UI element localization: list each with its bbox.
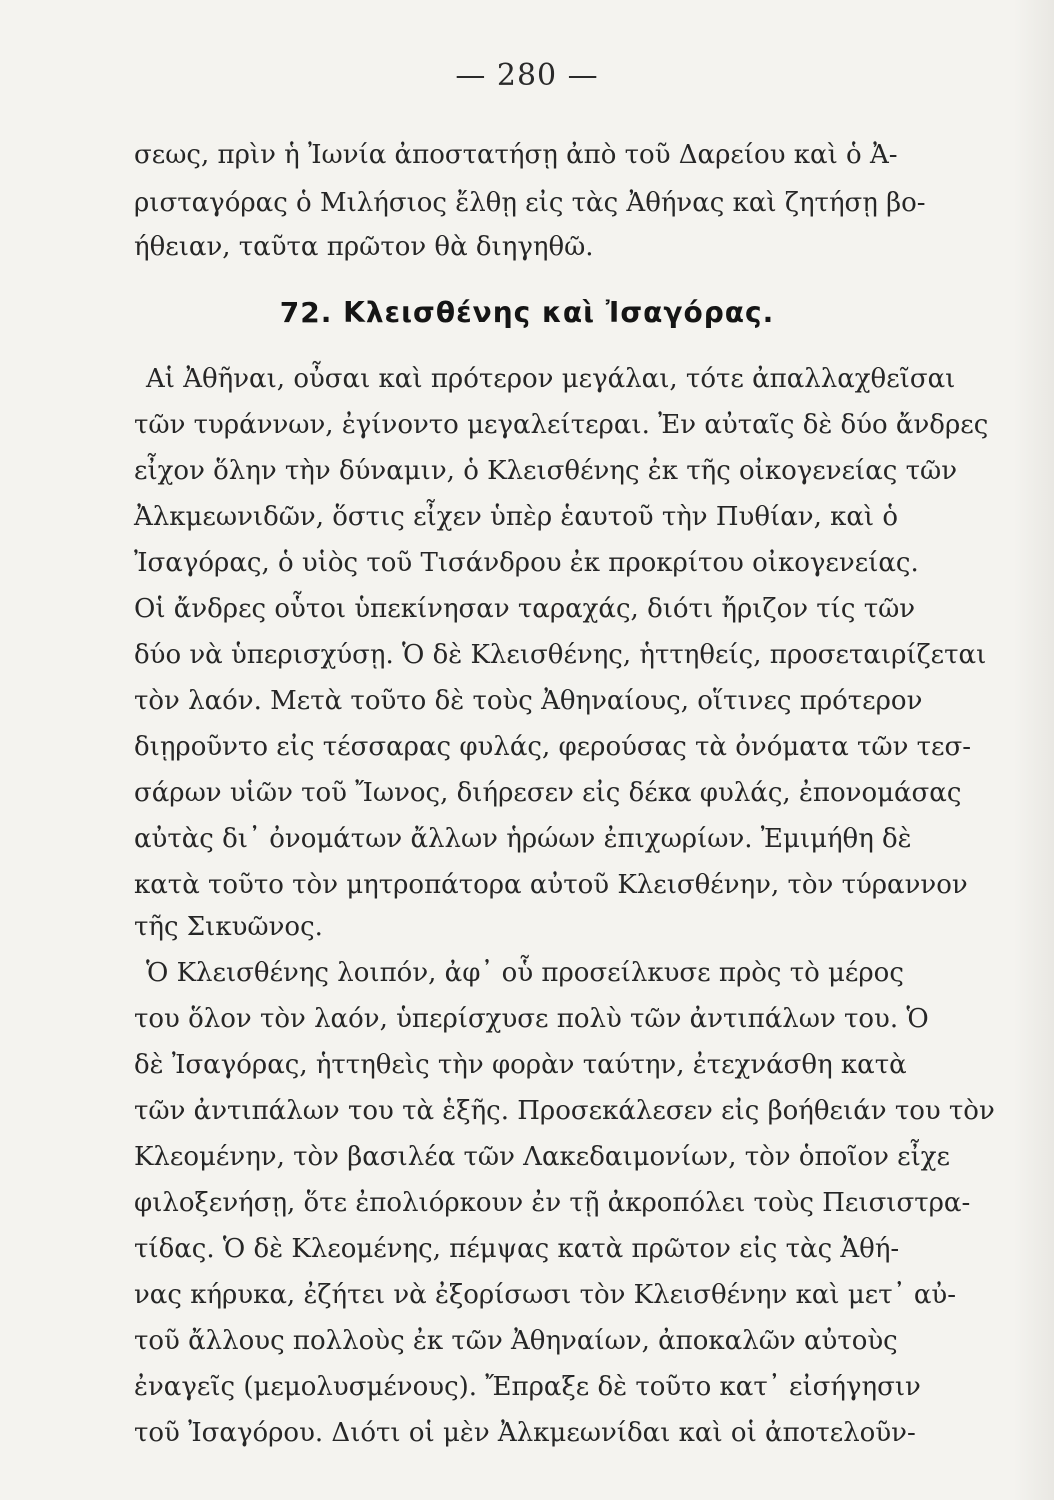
text-line-intro-2: ρισταγόρας ὁ Μιλήσιος ἔλθῃ εἰς τὰς Ἀθήνας καὶ ζητήσῃ βο- <box>134 188 926 218</box>
text-line: Οἱ ἄνδρες οὗτοι ὑπεκίνησαν ταραχάς, διότι ἤριζον τίς τῶν <box>134 594 916 624</box>
text-line: Ἀλκμεωνιδῶν, ὅστις εἶχεν ὑπὲρ ἑαυτοῦ τὴν Πυθίαν, καὶ ὁ <box>134 502 899 532</box>
text-line: διῃροῦντο εἰς τέσσαρας φυλάς, φερούσας τὰ ὀνόματα τῶν τεσ- <box>134 732 972 762</box>
text-line: κατὰ τοῦτο τὸν μητροπάτορα αὐτοῦ Κλεισθένην, τὸν τύραννον <box>134 870 968 900</box>
text-line: τὸν λαόν. Μετὰ τοῦτο δὲ τοὺς Ἀθηναίους, οἵτινες πρότερον <box>134 686 923 716</box>
text-line: σάρων υἱῶν τοῦ Ἴωνος, διήρεσεν εἰς δέκα φυλάς, ἐπονομάσας <box>134 778 962 808</box>
text-line: δύο νὰ ὑπερισχύσῃ. Ὁ δὲ Κλεισθένης, ἡττηθείς, προσεταιρίζεται <box>134 640 987 670</box>
text-line: φιλοξενήσῃ, ὅτε ἐπολιόρκουν ἐν τῇ ἀκροπόλει τοὺς Πεισιστρα- <box>134 1188 971 1218</box>
text-line: τῶν ἀντιπάλων του τὰ ἑξῆς. Προσεκάλεσεν εἰς βοήθειάν του τὸν <box>134 1096 995 1126</box>
text-line: τῶν τυράννων, ἐγίνοντο μεγαλείτεραι. Ἐν αὐταῖς δὲ δύο ἄνδρες <box>134 410 989 440</box>
text-line-intro-3: ήθειαν, ταῦτα πρῶτον θὰ διηγηθῶ. <box>134 232 594 262</box>
text-line: εἶχον ὅλην τὴν δύναμιν, ὁ Κλεισθένης ἐκ τῆς οἰκογενείας τῶν <box>134 456 958 486</box>
text-line: τοῦ ἄλλους πολλοὺς ἐκ τῶν Ἀθηναίων, ἀποκαλῶν αὐτοὺς <box>134 1326 898 1356</box>
text-line: Ὁ Κλεισθένης λοιπόν, ἀφ᾿ οὗ προσείλκυσε πρὸς τὸ μέρος <box>146 958 904 988</box>
page-edge-shadow <box>1014 0 1054 1500</box>
text-line: τοῦ Ἰσαγόρου. Διότι οἱ μὲν Ἀλκμεωνίδαι καὶ οἱ ἀποτελοῦν- <box>134 1418 916 1448</box>
text-line: Ἰσαγόρας, ὁ υἱὸς τοῦ Τισάνδρου ἐκ προκρίτου οἰκογενείας. <box>134 548 919 578</box>
section-heading: 72. Κλεισθένης καὶ Ἰσαγόρας. <box>279 296 775 329</box>
text-line: Κλεομένην, τὸν βασιλέα τῶν Λακεδαιμονίων, τὸν ὁποῖον εἶχε <box>134 1142 951 1172</box>
text-line: νας κήρυκα, ἐζήτει νὰ ἐξορίσωσι τὸν Κλεισθένην καὶ μετ᾿ αὐ- <box>134 1280 956 1310</box>
text-line: του ὅλον τὸν λαόν, ὑπερίσχυσε πολὺ τῶν ἀντιπάλων του. Ὁ <box>134 1004 929 1034</box>
text-line: Αἱ Ἀθῆναι, οὖσαι καὶ πρότερον μεγάλαι, τότε ἀπαλλαχθεῖσαι <box>146 364 956 394</box>
page-number: — 280 — <box>455 58 599 93</box>
text-line: αὐτὰς δι᾿ ὀνομάτων ἄλλων ἡρώων ἐπιχωρίων. Ἐμιμήθη δὲ <box>134 824 912 854</box>
text-line: τῆς Σικυῶνος. <box>134 912 323 942</box>
text-line: δὲ Ἰσαγόρας, ἡττηθεὶς τὴν φορὰν ταύτην, ἐτεχνάσθη κατὰ <box>134 1050 907 1080</box>
text-line: ἐναγεῖς (μεμολυσμένους). Ἔπραξε δὲ τοῦτο κατ᾿ εἰσήγησιν <box>134 1372 921 1402</box>
text-line-intro-1: σεως, πρὶν ἡ Ἰωνία ἀποστατήσῃ ἀπὸ τοῦ Δαρείου καὶ ὁ Ἀ- <box>134 140 898 170</box>
text-line: τίδας. Ὁ δὲ Κλεομένης, πέμψας κατὰ πρῶτον εἰς τὰς Ἀθή- <box>134 1234 900 1264</box>
